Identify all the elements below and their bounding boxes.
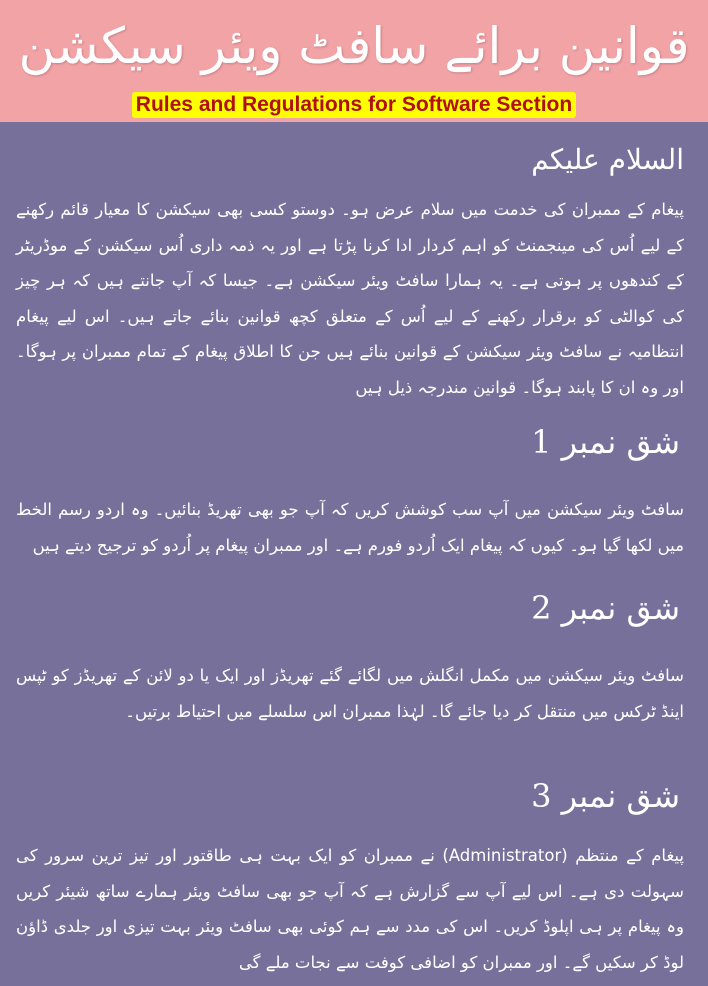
section-3-text: پیغام کے منتظم (Administrator) نے ممبران کو ایک بہت ہی طاقتور اور تیز ترین سرور کی سہولت دی ہے۔ اس لیے آپ سے گزارش ہے کہ آپ جو بھی سافٹ ویئر ہمارے ساتھ شیئر کریں وہ پیغام پر ہی اپلوڈ کریں۔ اس کی مدد سے ہم کوئی بھی سافٹ ویئر بہت تیزی اور جلدی ڈاؤن لوڈ کر سکیں گے۔ اور ممبران کو اضافی کوفت سے نجات ملے گی: [16, 846, 684, 972]
rules-content: [0, 122, 708, 986]
section-2-text: سافٹ ویئر سیکشن میں مکمل انگلش میں لگائے گئے تھریڈز اور ایک یا دو لائن کے تھریڈز کو ٹپس اینڈ ٹرکس میں منتقل کر دیا جائے گا۔ لہٰذا ممبران اس سلسلے میں احتیاط برتیں۔: [16, 666, 684, 721]
intro-paragraph: پیغام کے ممبران کی خدمت میں سلام عرض ہو۔ دوستو کسی بھی سیکشن کا معیار قائم رکھنے کے لیے اُس کی مینجمنٹ کو اہم کردار ادا کرنا پڑتا ہے اور یہ ذمہ داری اُس سیکشن کے موڈریٹر کے کندھوں پر ہوتی ہے۔ یہ ہمارا سافٹ ویئر سیکشن ہے۔ جیسا کہ آپ جانتے ہیں کہ ہر چیز کی کوالٹی کو برقرار رکھنے کے لیے اُس کے متعلق کچھ قوانین بنائے جاتے ہیں۔ اس لیے پیغام انتظامیہ نے سافٹ ویئر سیکشن کے قوانین بنائے ہیں جن کا اطلاق پیغام کے تمام ممبران پر ہوگا۔ اور وہ ان کا پابند ہوگا۔ قوانین مندرجہ ذیل ہیں: [16, 200, 684, 397]
section-1-heading: شق نمبر 1: [531, 423, 680, 461]
greeting: السلام علیکم: [531, 143, 684, 176]
header-banner: [0, 0, 708, 122]
english-title: Rules and Regulations for Software Section: [132, 92, 576, 118]
section-3-heading: شق نمبر 3: [531, 777, 680, 815]
english-title-wrap: [0, 92, 708, 118]
section-1-text: سافٹ ویئر سیکشن میں آپ سب کوشش کریں کہ آپ جو بھی تھریڈ بنائیں۔ وہ اردو رسم الخط میں لکھا گیا ہو۔ کیوں کہ پیغام ایک اُردو فورم ہے۔ اور ممبران پیغام پر اُردو کو ترجیح دیتے ہیں: [16, 500, 684, 555]
urdu-title: قوانین برائے سافٹ ویئر سیکشن: [18, 17, 690, 75]
section-2-heading: شق نمبر 2: [531, 589, 680, 627]
